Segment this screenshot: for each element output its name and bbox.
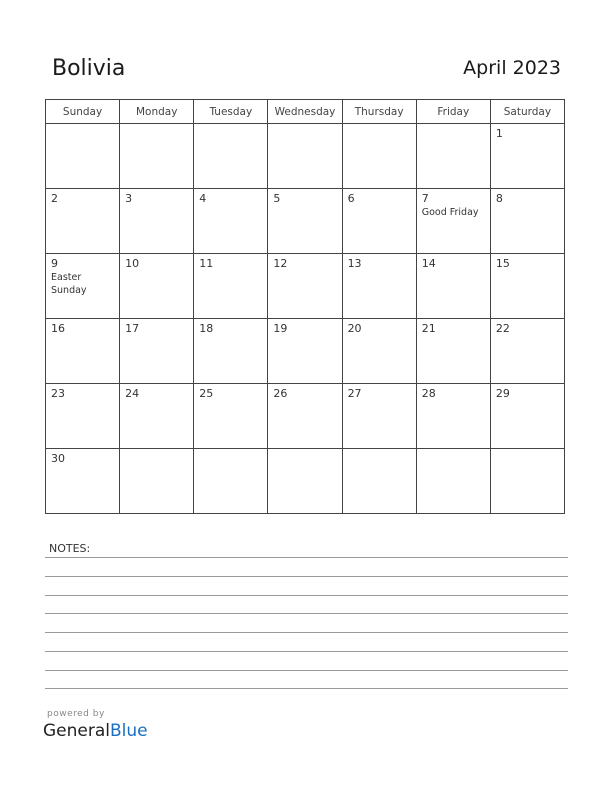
- day-cell: [416, 449, 490, 514]
- week-row: [46, 189, 565, 254]
- day-cell: [342, 449, 416, 514]
- day-number: 17: [125, 322, 140, 335]
- day-cell: [194, 189, 268, 254]
- weekday-header: Saturday: [490, 100, 564, 124]
- day-cell: [342, 319, 416, 384]
- day-number: 4: [199, 192, 207, 205]
- day-cell: [46, 384, 120, 449]
- day-number: 22: [495, 322, 510, 335]
- brand-blue-text: Blue: [110, 721, 148, 741]
- day-cell: [490, 189, 564, 254]
- day-number: 26: [273, 387, 288, 400]
- day-cell: [416, 254, 490, 319]
- day-number: 13: [347, 257, 362, 270]
- day-cell: [120, 254, 194, 319]
- notes-label: NOTES:: [49, 542, 91, 555]
- day-cell: [46, 449, 120, 514]
- day-cell: [194, 124, 268, 189]
- day-number: 29: [495, 387, 510, 400]
- day-number: 27: [347, 387, 362, 400]
- note-line: [45, 632, 568, 633]
- day-cell: [194, 449, 268, 514]
- day-number: 25: [199, 387, 214, 400]
- day-number: 3: [125, 192, 133, 205]
- note-line: [45, 613, 568, 614]
- day-number: 19: [273, 322, 288, 335]
- weekday-header: Thursday: [342, 100, 416, 124]
- day-number: 24: [125, 387, 140, 400]
- week-row: [46, 124, 565, 189]
- day-cell: [268, 449, 342, 514]
- weekday-header: Monday: [120, 100, 194, 124]
- day-cell: [268, 124, 342, 189]
- note-line: [45, 595, 568, 596]
- day-cell: [46, 254, 120, 319]
- weekday-header: Tuesday: [194, 100, 268, 124]
- day-cell: [120, 319, 194, 384]
- day-number: 6: [347, 192, 355, 205]
- day-number: 12: [273, 257, 288, 270]
- day-cell: [416, 124, 490, 189]
- day-cell: [194, 319, 268, 384]
- weekday-header-row: [46, 100, 565, 124]
- brand-logo: [43, 721, 148, 741]
- day-cell: [416, 319, 490, 384]
- day-cell: [194, 384, 268, 449]
- week-row: [46, 254, 565, 319]
- day-number: 2: [51, 192, 58, 205]
- day-cell: [120, 384, 194, 449]
- day-cell: [46, 189, 120, 254]
- day-cell: [268, 189, 342, 254]
- day-cell: [342, 189, 416, 254]
- day-number: 20: [347, 322, 362, 335]
- day-cell: [120, 449, 194, 514]
- day-number: 21: [421, 322, 436, 335]
- note-line: [45, 557, 568, 558]
- day-cell: [342, 384, 416, 449]
- day-number: 30: [51, 452, 65, 465]
- day-cell: [342, 254, 416, 319]
- day-cell: [194, 254, 268, 319]
- day-cell: [120, 124, 194, 189]
- day-cell: [268, 254, 342, 319]
- holiday-label: Good Friday: [421, 207, 479, 218]
- note-line: [45, 670, 568, 671]
- weekday-header: Sunday: [46, 100, 120, 124]
- day-number: 7: [421, 192, 429, 205]
- day-number: 14: [421, 257, 436, 270]
- day-number: 5: [273, 192, 281, 205]
- brand-general-text: General: [43, 721, 110, 741]
- day-cell: [268, 384, 342, 449]
- day-number: 9: [51, 257, 58, 270]
- day-number: 23: [51, 387, 65, 400]
- day-number: 18: [199, 322, 214, 335]
- country-title: Bolivia: [52, 56, 126, 81]
- day-cell: [490, 319, 564, 384]
- day-number: 15: [495, 257, 510, 270]
- day-cell: [490, 449, 564, 514]
- day-number: 10: [125, 257, 140, 270]
- note-line: [45, 688, 568, 689]
- holiday-label: Easter Sunday: [51, 272, 87, 296]
- calendar-grid: [45, 99, 565, 514]
- week-row: [46, 449, 565, 514]
- day-cell: [416, 384, 490, 449]
- day-number: 11: [199, 257, 214, 270]
- month-title: April 2023: [463, 57, 561, 79]
- day-cell: [490, 124, 564, 189]
- day-cell: [120, 189, 194, 254]
- powered-by-text: powered by: [47, 709, 105, 719]
- weekday-header: Wednesday: [268, 100, 342, 124]
- week-row: [46, 384, 565, 449]
- day-cell: [490, 254, 564, 319]
- day-cell: [490, 384, 564, 449]
- week-row: [46, 319, 565, 384]
- weekday-header: Friday: [416, 100, 490, 124]
- day-number: 16: [51, 322, 65, 335]
- day-number: 8: [495, 192, 503, 205]
- day-cell: [46, 319, 120, 384]
- day-cell: [46, 124, 120, 189]
- note-line: [45, 651, 568, 652]
- note-line: [45, 576, 568, 577]
- day-cell: [342, 124, 416, 189]
- day-number: 28: [421, 387, 436, 400]
- day-cell: [416, 189, 490, 254]
- day-cell: [268, 319, 342, 384]
- day-number: 1: [495, 127, 503, 140]
